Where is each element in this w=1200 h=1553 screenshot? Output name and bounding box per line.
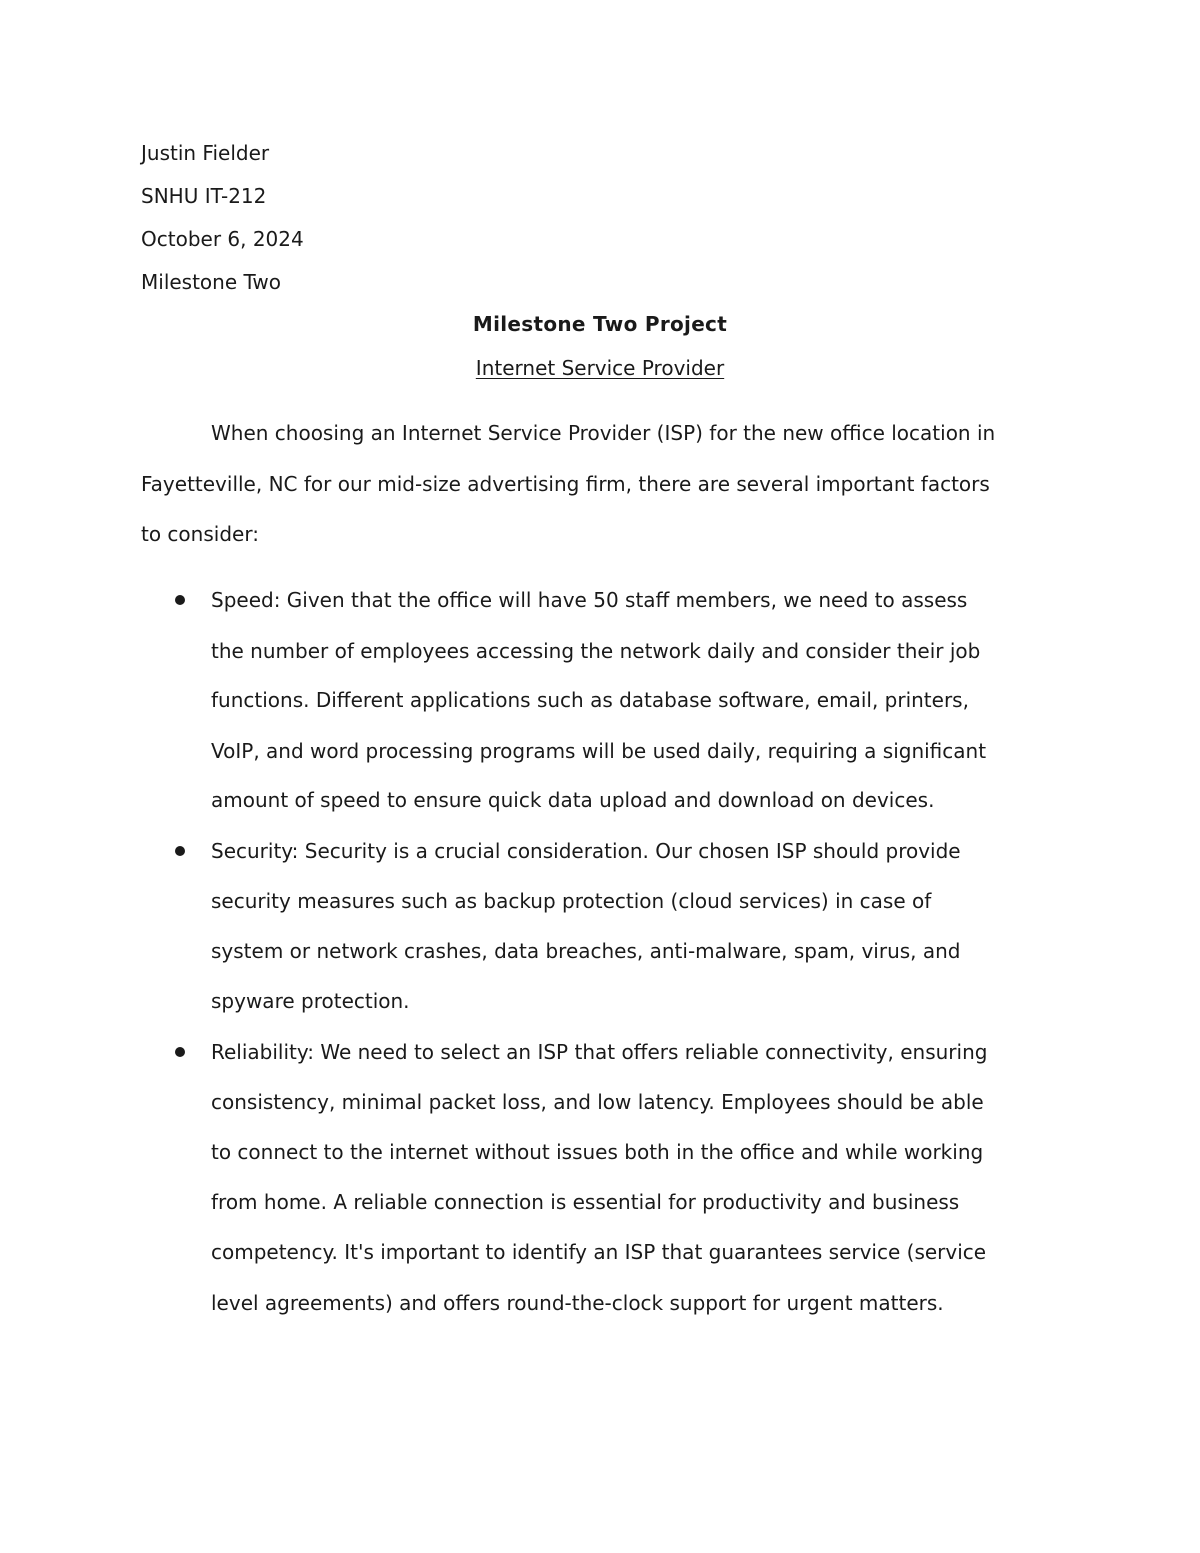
- bullet-line: VoIP, and word processing programs will be used daily, requiring a significant: [211, 739, 987, 763]
- bullet-marker: [175, 595, 185, 605]
- intro-line: to consider:: [141, 522, 259, 546]
- intro-line: When choosing an Internet Service Provider (ISP) for the new office location in: [211, 421, 996, 445]
- bullet-line: amount of speed to ensure quick data upload and download on devices.: [211, 788, 935, 812]
- bullet-line: Speed: Given that the office will have 50 staff members, we need to assess: [211, 588, 968, 612]
- bullet-line: Security: Security is a crucial consideration. Our chosen ISP should provide: [211, 839, 961, 863]
- bullet-line: Reliability: We need to select an ISP that offers reliable connectivity, ensuring: [211, 1040, 988, 1064]
- bullet-line: system or network crashes, data breaches, anti-malware, spam, virus, and: [211, 939, 961, 963]
- bullet-marker: [175, 1047, 185, 1057]
- bullet-line: consistency, minimal packet loss, and low latency. Employees should be able: [211, 1090, 984, 1114]
- bullet-line: level agreements) and offers round-the-clock support for urgent matters.: [211, 1291, 944, 1315]
- date: October 6, 2024: [141, 227, 304, 251]
- course-code: SNHU IT-212: [141, 184, 267, 208]
- assignment-name: Milestone Two: [141, 270, 282, 294]
- document-subtitle: [0, 356, 1200, 380]
- bullet-line: competency. It's important to identify an ISP that guarantees service (service: [211, 1240, 987, 1264]
- bullet-line: spyware protection.: [211, 989, 410, 1013]
- bullet-line: functions. Different applications such as database software, email, printers,: [211, 688, 969, 712]
- bullet-marker: [175, 846, 185, 856]
- author-name: Justin Fielder: [141, 141, 270, 165]
- subtitle-text: Internet Service Provider: [475, 356, 725, 380]
- bullet-line: security measures such as backup protection (cloud services) in case of: [211, 889, 932, 913]
- bullet-line: to connect to the internet without issues both in the office and while working: [211, 1140, 984, 1164]
- document-title: Milestone Two Project: [472, 312, 728, 336]
- bullet-line: from home. A reliable connection is essential for productivity and business: [211, 1190, 960, 1214]
- intro-line: Fayetteville, NC for our mid-size advertising firm, there are several important factors: [141, 472, 990, 496]
- bullet-line: the number of employees accessing the network daily and consider their job: [211, 639, 981, 663]
